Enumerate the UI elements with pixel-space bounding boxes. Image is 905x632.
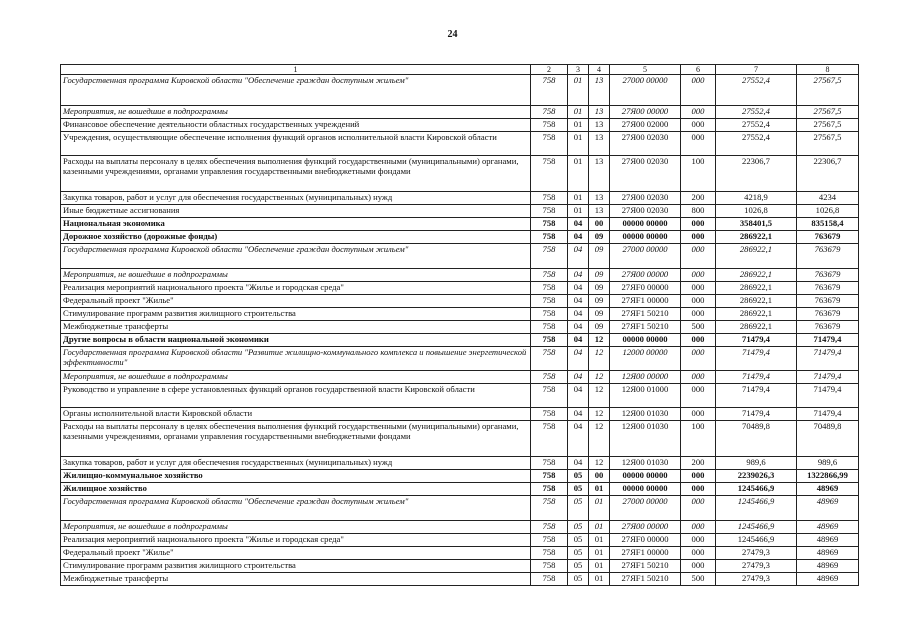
item-name-cell: Дорожное хозяйство (дорожные фонды) <box>61 231 531 244</box>
admin-code-cell: 758 <box>531 205 568 218</box>
amount-year2-cell: 48969 <box>797 496 859 521</box>
subsection-cell: 12 <box>589 334 610 347</box>
header-cell: 4 <box>589 65 610 75</box>
target-article-cell: 27Я00 02030 <box>610 205 681 218</box>
header-cell: 2 <box>531 65 568 75</box>
amount-year1-cell: 71479,4 <box>716 371 797 384</box>
section-cell: 04 <box>568 244 589 269</box>
target-article-cell: 27Я00 02030 <box>610 132 681 156</box>
expense-type-cell: 000 <box>681 269 716 282</box>
table-row <box>61 321 859 334</box>
table-row <box>61 282 859 295</box>
target-article-cell: 12Я00 00000 <box>610 371 681 384</box>
amount-year1-cell: 27552,4 <box>716 132 797 156</box>
admin-code-cell: 758 <box>531 244 568 269</box>
table-row <box>61 205 859 218</box>
section-cell: 04 <box>568 347 589 371</box>
admin-code-cell: 758 <box>531 371 568 384</box>
section-cell: 01 <box>568 75 589 106</box>
admin-code-cell: 758 <box>531 75 568 106</box>
amount-year1-cell: 1245466,9 <box>716 483 797 496</box>
section-cell: 05 <box>568 496 589 521</box>
amount-year2-cell: 763679 <box>797 244 859 269</box>
amount-year2-cell: 1026,8 <box>797 205 859 218</box>
section-cell: 04 <box>568 371 589 384</box>
table-row <box>61 295 859 308</box>
target-article-cell: 00000 00000 <box>610 218 681 231</box>
item-name-cell: Реализация мероприятий национального проекта "Жилье и городская среда" <box>61 282 531 295</box>
item-name-cell: Межбюджетные трансферты <box>61 573 531 586</box>
expense-type-cell: 000 <box>681 521 716 534</box>
target-article-cell: 00000 00000 <box>610 483 681 496</box>
expense-type-cell: 200 <box>681 192 716 205</box>
admin-code-cell: 758 <box>531 483 568 496</box>
section-cell: 05 <box>568 560 589 573</box>
admin-code-cell: 758 <box>531 521 568 534</box>
expense-type-cell: 000 <box>681 547 716 560</box>
item-name-cell: Жилищно-коммунальное хозяйство <box>61 470 531 483</box>
expense-type-cell: 200 <box>681 457 716 470</box>
section-cell: 04 <box>568 321 589 334</box>
section-cell: 05 <box>568 573 589 586</box>
header-cell: 3 <box>568 65 589 75</box>
amount-year2-cell: 71479,4 <box>797 347 859 371</box>
subsection-cell: 01 <box>589 496 610 521</box>
subsection-cell: 13 <box>589 192 610 205</box>
admin-code-cell: 758 <box>531 457 568 470</box>
target-article-cell: 27ЯF1 50210 <box>610 321 681 334</box>
subsection-cell: 00 <box>589 470 610 483</box>
item-name-cell: Государственная программа Кировской области "Развитие жилищно-коммунального комплекса и повышение энергетической эффективности" <box>61 347 531 371</box>
item-name-cell: Федеральный проект "Жилье" <box>61 547 531 560</box>
subsection-cell: 12 <box>589 347 610 371</box>
table-row <box>61 119 859 132</box>
amount-year1-cell: 27552,4 <box>716 106 797 119</box>
subsection-cell: 12 <box>589 421 610 457</box>
budget-table <box>60 64 859 586</box>
table-row <box>61 457 859 470</box>
section-cell: 05 <box>568 483 589 496</box>
admin-code-cell: 758 <box>531 408 568 421</box>
subsection-cell: 09 <box>589 269 610 282</box>
admin-code-cell: 758 <box>531 231 568 244</box>
section-cell: 05 <box>568 547 589 560</box>
section-cell: 04 <box>568 282 589 295</box>
amount-year2-cell: 763679 <box>797 321 859 334</box>
amount-year2-cell: 989,6 <box>797 457 859 470</box>
section-cell: 04 <box>568 269 589 282</box>
amount-year1-cell: 286922,1 <box>716 308 797 321</box>
item-name-cell: Мероприятия, не вошедшие в подпрограммы <box>61 371 531 384</box>
amount-year2-cell: 763679 <box>797 269 859 282</box>
target-article-cell: 27ЯF1 50210 <box>610 573 681 586</box>
section-cell: 04 <box>568 421 589 457</box>
item-name-cell: Другие вопросы в области национальной экономики <box>61 334 531 347</box>
target-article-cell: 00000 00000 <box>610 231 681 244</box>
item-name-cell: Расходы на выплаты персоналу в целях обеспечения выполнения функций государственными (муниципальными) органами, казенными учреждениями, органами управления государственными внебюджетными фондами <box>61 421 531 457</box>
target-article-cell: 27ЯF1 00000 <box>610 295 681 308</box>
section-cell: 04 <box>568 408 589 421</box>
expense-type-cell: 000 <box>681 75 716 106</box>
item-name-cell: Жилищное хозяйство <box>61 483 531 496</box>
table-row <box>61 483 859 496</box>
item-name-cell: Межбюджетные трансферты <box>61 321 531 334</box>
table-row <box>61 132 859 156</box>
subsection-cell: 13 <box>589 132 610 156</box>
expense-type-cell: 500 <box>681 321 716 334</box>
expense-type-cell: 000 <box>681 132 716 156</box>
target-article-cell: 12Я00 01030 <box>610 457 681 470</box>
subsection-cell: 13 <box>589 119 610 132</box>
amount-year1-cell: 27552,4 <box>716 75 797 106</box>
amount-year1-cell: 71479,4 <box>716 347 797 371</box>
expense-type-cell: 000 <box>681 534 716 547</box>
section-cell: 01 <box>568 119 589 132</box>
admin-code-cell: 758 <box>531 334 568 347</box>
table-row <box>61 106 859 119</box>
table-row <box>61 347 859 371</box>
amount-year1-cell: 286922,1 <box>716 269 797 282</box>
header-row <box>61 65 859 75</box>
admin-code-cell: 758 <box>531 269 568 282</box>
table-row <box>61 75 859 106</box>
amount-year1-cell: 71479,4 <box>716 334 797 347</box>
expense-type-cell: 000 <box>681 347 716 371</box>
admin-code-cell: 758 <box>531 282 568 295</box>
amount-year2-cell: 71479,4 <box>797 384 859 408</box>
target-article-cell: 00000 00000 <box>610 470 681 483</box>
target-article-cell: 27ЯF1 00000 <box>610 547 681 560</box>
admin-code-cell: 758 <box>531 384 568 408</box>
amount-year1-cell: 286922,1 <box>716 321 797 334</box>
section-cell: 04 <box>568 334 589 347</box>
item-name-cell: Национальная экономика <box>61 218 531 231</box>
expense-type-cell: 000 <box>681 218 716 231</box>
amount-year1-cell: 70489,8 <box>716 421 797 457</box>
expense-type-cell: 500 <box>681 573 716 586</box>
amount-year1-cell: 989,6 <box>716 457 797 470</box>
subsection-cell: 09 <box>589 231 610 244</box>
header-cell: 6 <box>681 65 716 75</box>
item-name-cell: Руководство и управление в сфере установленных функций органов государственной власти Кировской области <box>61 384 531 408</box>
expense-type-cell: 000 <box>681 106 716 119</box>
expense-type-cell: 000 <box>681 371 716 384</box>
amount-year1-cell: 286922,1 <box>716 231 797 244</box>
subsection-cell: 01 <box>589 483 610 496</box>
subsection-cell: 01 <box>589 521 610 534</box>
amount-year2-cell: 48969 <box>797 521 859 534</box>
target-article-cell: 27ЯF0 00000 <box>610 534 681 547</box>
target-article-cell: 12Я00 01000 <box>610 384 681 408</box>
table-row <box>61 334 859 347</box>
subsection-cell: 12 <box>589 457 610 470</box>
amount-year2-cell: 835158,4 <box>797 218 859 231</box>
table-row <box>61 496 859 521</box>
table-row <box>61 547 859 560</box>
admin-code-cell: 758 <box>531 308 568 321</box>
target-article-cell: 27ЯF1 50210 <box>610 560 681 573</box>
section-cell: 04 <box>568 231 589 244</box>
amount-year2-cell: 48969 <box>797 573 859 586</box>
section-cell: 04 <box>568 384 589 408</box>
amount-year2-cell: 71479,4 <box>797 408 859 421</box>
amount-year2-cell: 27567,5 <box>797 75 859 106</box>
section-cell: 01 <box>568 156 589 192</box>
target-article-cell: 00000 00000 <box>610 334 681 347</box>
admin-code-cell: 758 <box>531 295 568 308</box>
header-cell: 5 <box>610 65 681 75</box>
subsection-cell: 09 <box>589 244 610 269</box>
amount-year2-cell: 27567,5 <box>797 119 859 132</box>
expense-type-cell: 000 <box>681 295 716 308</box>
table-row <box>61 156 859 192</box>
amount-year2-cell: 71479,4 <box>797 334 859 347</box>
amount-year2-cell: 27567,5 <box>797 106 859 119</box>
admin-code-cell: 758 <box>531 470 568 483</box>
amount-year2-cell: 763679 <box>797 231 859 244</box>
item-name-cell: Государственная программа Кировской области "Обеспечение граждан доступным жильем" <box>61 244 531 269</box>
section-cell: 05 <box>568 470 589 483</box>
amount-year1-cell: 27479,3 <box>716 560 797 573</box>
target-article-cell: 27ЯF1 50210 <box>610 308 681 321</box>
table-row <box>61 470 859 483</box>
admin-code-cell: 758 <box>531 218 568 231</box>
amount-year2-cell: 71479,4 <box>797 371 859 384</box>
section-cell: 01 <box>568 205 589 218</box>
subsection-cell: 13 <box>589 156 610 192</box>
admin-code-cell: 758 <box>531 347 568 371</box>
amount-year2-cell: 48969 <box>797 560 859 573</box>
target-article-cell: 27Я00 00000 <box>610 106 681 119</box>
subsection-cell: 13 <box>589 205 610 218</box>
item-name-cell: Государственная программа Кировской области "Обеспечение граждан доступным жильем" <box>61 496 531 521</box>
expense-type-cell: 000 <box>681 496 716 521</box>
item-name-cell: Финансовое обеспечение деятельности областных государственных учреждений <box>61 119 531 132</box>
expense-type-cell: 000 <box>681 560 716 573</box>
target-article-cell: 12Я00 01030 <box>610 421 681 457</box>
expense-type-cell: 800 <box>681 205 716 218</box>
table-row <box>61 534 859 547</box>
item-name-cell: Закупка товаров, работ и услуг для обеспечения государственных (муниципальных) нужд <box>61 192 531 205</box>
admin-code-cell: 758 <box>531 496 568 521</box>
expense-type-cell: 000 <box>681 408 716 421</box>
table-row <box>61 573 859 586</box>
section-cell: 01 <box>568 132 589 156</box>
amount-year2-cell: 4234 <box>797 192 859 205</box>
item-name-cell: Стимулирование программ развития жилищного строительства <box>61 560 531 573</box>
expense-type-cell: 000 <box>681 231 716 244</box>
amount-year1-cell: 286922,1 <box>716 282 797 295</box>
table-row <box>61 421 859 457</box>
target-article-cell: 27Я00 00000 <box>610 521 681 534</box>
expense-type-cell: 000 <box>681 470 716 483</box>
amount-year2-cell: 763679 <box>797 308 859 321</box>
item-name-cell: Государственная программа Кировской области "Обеспечение граждан доступным жильем" <box>61 75 531 106</box>
subsection-cell: 13 <box>589 75 610 106</box>
item-name-cell: Учреждения, осуществляющие обеспечение исполнения функций органов исполнительной власти Кировской области <box>61 132 531 156</box>
section-cell: 05 <box>568 521 589 534</box>
item-name-cell: Мероприятия, не вошедшие в подпрограммы <box>61 269 531 282</box>
table-row <box>61 244 859 269</box>
subsection-cell: 01 <box>589 560 610 573</box>
table-body <box>61 75 859 586</box>
section-cell: 04 <box>568 295 589 308</box>
table-row <box>61 408 859 421</box>
target-article-cell: 27Я00 02030 <box>610 156 681 192</box>
header-cell: 8 <box>797 65 859 75</box>
subsection-cell: 00 <box>589 218 610 231</box>
amount-year1-cell: 1026,8 <box>716 205 797 218</box>
amount-year1-cell: 71479,4 <box>716 408 797 421</box>
subsection-cell: 09 <box>589 321 610 334</box>
amount-year1-cell: 358401,5 <box>716 218 797 231</box>
amount-year1-cell: 71479,4 <box>716 384 797 408</box>
expense-type-cell: 100 <box>681 156 716 192</box>
target-article-cell: 27Я00 02000 <box>610 119 681 132</box>
expense-type-cell: 000 <box>681 308 716 321</box>
target-article-cell: 27Я00 02030 <box>610 192 681 205</box>
amount-year2-cell: 1322866,99 <box>797 470 859 483</box>
expense-type-cell: 000 <box>681 244 716 269</box>
amount-year1-cell: 286922,1 <box>716 244 797 269</box>
amount-year2-cell: 70489,8 <box>797 421 859 457</box>
item-name-cell: Мероприятия, не вошедшие в подпрограммы <box>61 106 531 119</box>
expense-type-cell: 000 <box>681 334 716 347</box>
amount-year2-cell: 22306,7 <box>797 156 859 192</box>
amount-year2-cell: 48969 <box>797 483 859 496</box>
target-article-cell: 12Я00 01030 <box>610 408 681 421</box>
admin-code-cell: 758 <box>531 156 568 192</box>
admin-code-cell: 758 <box>531 321 568 334</box>
item-name-cell: Иные бюджетные ассигнования <box>61 205 531 218</box>
table-row <box>61 308 859 321</box>
item-name-cell: Стимулирование программ развития жилищного строительства <box>61 308 531 321</box>
amount-year1-cell: 1245466,9 <box>716 521 797 534</box>
amount-year2-cell: 48969 <box>797 534 859 547</box>
subsection-cell: 01 <box>589 573 610 586</box>
amount-year2-cell: 27567,5 <box>797 132 859 156</box>
amount-year1-cell: 27479,3 <box>716 573 797 586</box>
admin-code-cell: 758 <box>531 192 568 205</box>
table-row <box>61 269 859 282</box>
subsection-cell: 01 <box>589 547 610 560</box>
expense-type-cell: 100 <box>681 421 716 457</box>
admin-code-cell: 758 <box>531 106 568 119</box>
item-name-cell: Органы исполнительной власти Кировской области <box>61 408 531 421</box>
table-row <box>61 560 859 573</box>
item-name-cell: Федеральный проект "Жилье" <box>61 295 531 308</box>
amount-year1-cell: 286922,1 <box>716 295 797 308</box>
admin-code-cell: 758 <box>531 534 568 547</box>
table-row <box>61 218 859 231</box>
expense-type-cell: 000 <box>681 119 716 132</box>
item-name-cell: Мероприятия, не вошедшие в подпрограммы <box>61 521 531 534</box>
target-article-cell: 27000 00000 <box>610 496 681 521</box>
target-article-cell: 27ЯF0 00000 <box>610 282 681 295</box>
subsection-cell: 09 <box>589 308 610 321</box>
amount-year2-cell: 48969 <box>797 547 859 560</box>
admin-code-cell: 758 <box>531 560 568 573</box>
subsection-cell: 09 <box>589 295 610 308</box>
header-cell: 7 <box>716 65 797 75</box>
amount-year1-cell: 4218,9 <box>716 192 797 205</box>
amount-year1-cell: 1245466,9 <box>716 496 797 521</box>
target-article-cell: 27Я00 00000 <box>610 269 681 282</box>
table-row <box>61 192 859 205</box>
expense-type-cell: 000 <box>681 384 716 408</box>
subsection-cell: 12 <box>589 384 610 408</box>
section-cell: 01 <box>568 106 589 119</box>
subsection-cell: 13 <box>589 106 610 119</box>
table-row <box>61 231 859 244</box>
admin-code-cell: 758 <box>531 421 568 457</box>
table-row <box>61 371 859 384</box>
admin-code-cell: 758 <box>531 547 568 560</box>
amount-year1-cell: 2239026,3 <box>716 470 797 483</box>
amount-year2-cell: 763679 <box>797 282 859 295</box>
section-cell: 04 <box>568 308 589 321</box>
amount-year1-cell: 27552,4 <box>716 119 797 132</box>
header-cell: 1 <box>61 65 531 75</box>
amount-year1-cell: 22306,7 <box>716 156 797 192</box>
expense-type-cell: 000 <box>681 282 716 295</box>
amount-year2-cell: 763679 <box>797 295 859 308</box>
item-name-cell: Реализация мероприятий национального проекта "Жилье и городская среда" <box>61 534 531 547</box>
item-name-cell: Расходы на выплаты персоналу в целях обеспечения выполнения функций государственными (муниципальными) органами, казенными учреждениями, органами управления государственными внебюджетными фондами <box>61 156 531 192</box>
amount-year1-cell: 1245466,9 <box>716 534 797 547</box>
subsection-cell: 01 <box>589 534 610 547</box>
item-name-cell: Закупка товаров, работ и услуг для обеспечения государственных (муниципальных) нужд <box>61 457 531 470</box>
target-article-cell: 27000 00000 <box>610 244 681 269</box>
table-row <box>61 384 859 408</box>
admin-code-cell: 758 <box>531 132 568 156</box>
subsection-cell: 12 <box>589 371 610 384</box>
target-article-cell: 27000 00000 <box>610 75 681 106</box>
expense-type-cell: 000 <box>681 483 716 496</box>
amount-year1-cell: 27479,3 <box>716 547 797 560</box>
admin-code-cell: 758 <box>531 119 568 132</box>
page-number: 24 <box>447 29 458 40</box>
section-cell: 05 <box>568 534 589 547</box>
subsection-cell: 09 <box>589 282 610 295</box>
section-cell: 01 <box>568 192 589 205</box>
section-cell: 04 <box>568 218 589 231</box>
subsection-cell: 12 <box>589 408 610 421</box>
admin-code-cell: 758 <box>531 573 568 586</box>
table-row <box>61 521 859 534</box>
section-cell: 04 <box>568 457 589 470</box>
target-article-cell: 12000 00000 <box>610 347 681 371</box>
